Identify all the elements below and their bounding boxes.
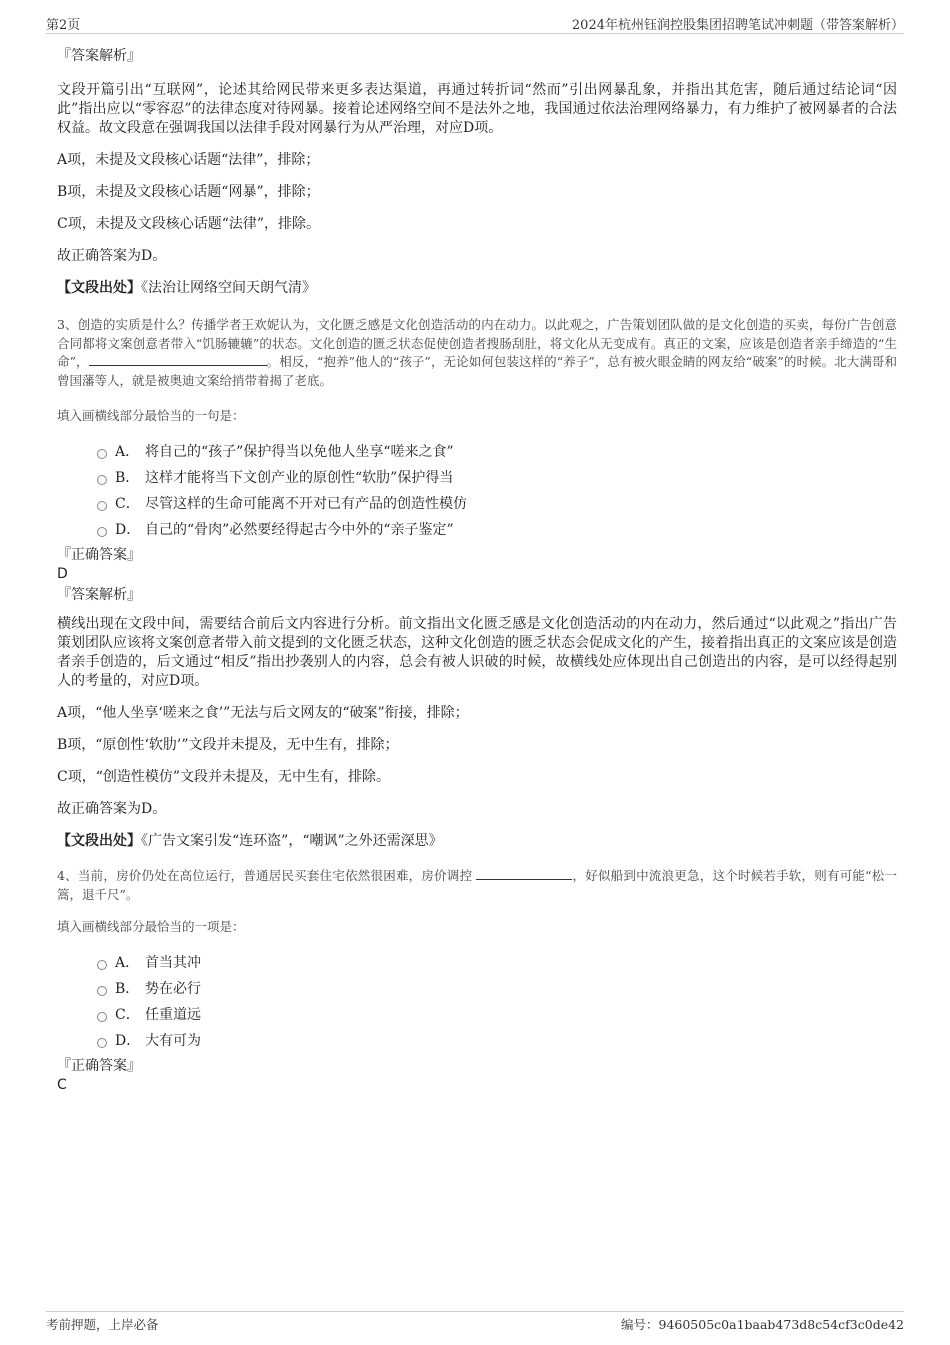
question-4-stem: 4、当前，房价仍处在高位运行，普通居民买套住宅依然很困难，房价调控 ，好似船到中流浪更急，这个时候若手软，则有可能“松一篙，退千尺”。	[57, 868, 897, 902]
option-b-explanation: B项，未提及文段核心话题“网暴”，排除；	[57, 184, 320, 200]
option-c-explanation: C项，“创造性模仿”文段并未提及，无中生有，排除。	[57, 769, 391, 785]
correct-answer-heading: 『正确答案』	[57, 1058, 141, 1074]
correct-answer-statement: 故正确答案为D。	[57, 248, 167, 264]
page-footer	[46, 1311, 904, 1333]
option-d[interactable]: D． 自己的“骨肉”必然要经得起古今中外的“亲子鉴定”	[97, 517, 897, 543]
correct-answer-statement: 故正确答案为D。	[57, 801, 167, 817]
radio-button-icon[interactable]	[97, 527, 107, 537]
option-b[interactable]: B． 这样才能将当下文创产业的原创性“软肋”保护得当	[97, 465, 897, 491]
document-title: 2024年杭州钰润控股集团招聘笔试冲刺题（带答案解析）	[571, 18, 904, 33]
source-label: 【文段出处】	[57, 833, 141, 849]
radio-button-icon[interactable]	[97, 501, 107, 511]
option-a-explanation: A项，未提及文段核心话题“法律”，排除；	[57, 152, 320, 168]
option-a[interactable]: A． 首当其冲	[97, 950, 897, 976]
page-header	[46, 14, 904, 34]
option-b-explanation: B项，“原创性‘软肋’”文段并未提及，无中生有，排除；	[57, 737, 399, 753]
source-label: 【文段出处】	[57, 280, 141, 296]
analysis-text: 文段开篇引出“互联网”，论述其给网民带来更多表达渠道，再通过转折词“然而”引出网暴乱象，并指出其危害，随后通过结论词“因此”指出应以“零容忍”的法律态度对待网暴。接着论述网络空间不是法外之地，我国通过依法治理网络暴力，有力维护了被网暴者的合法权益。故文段意在强调我国以法律手段对网暴行为从严治理，对应D项。	[57, 82, 897, 136]
document-id: 编号：9460505c0a1baab473d8c54cf3c0de42	[621, 1317, 904, 1332]
source-citation	[57, 831, 897, 851]
correct-answer-value: C	[57, 1077, 67, 1093]
question-3-prompt: 填入画横线部分最恰当的一句是：	[57, 408, 245, 423]
radio-button-icon[interactable]	[97, 1012, 107, 1022]
option-c[interactable]: C． 尽管这样的生命可能离不开对已有产品的创造性模仿	[97, 491, 897, 517]
fill-blank	[476, 868, 572, 880]
correct-answer-value: D	[57, 566, 68, 582]
source-title: 《法治让网络空间天朗气清》	[141, 280, 316, 296]
radio-button-icon[interactable]	[97, 1038, 107, 1048]
radio-button-icon[interactable]	[97, 449, 107, 459]
footer-slogan: 考前押题，上岸必备	[46, 1317, 159, 1332]
question-3-stem: 3、创造的实质是什么？传播学者王欢妮认为，文化匮乏感是文化创造活动的内在动力。以此观之，广告策划团队做的是文化创造的买卖，每份广告创意合同都将文案创意者带入“饥肠辘辘”的状态。文化创造的匮乏状态促使创造者搜肠刮肚，将文化从无变成有。真正的文案，应该是创造者亲手缔造的“生命”， 。相反，“抱养”他人的“孩子”，无论如何包装这样的“养子”，总有被火眼金睛的网友给“破案”的时候。北大满哥和曾国藩等人，就是被奥迪文案给捎带着揭了老底。	[57, 317, 897, 388]
option-a-explanation: A项，“他人坐享‘嗟来之食’”无法与后文网友的“破案”衔接，排除；	[57, 705, 469, 721]
analysis-text: 横线出现在文段中间，需要结合前后文内容进行分析。前文指出文化匮乏感是文化创造活动的内在动力，然后通过“以此观之”指出广告策划团队应该将文案创意者带入前文提到的文化匮乏状态，这种文化创造的匮乏状态会促成文化的产生，接着指出真正的文案应该是创造者亲手创造的，后文通过“相反”指出抄袭别人的内容，总会有被人识破的时候，故横线处应体现出自己创造出的内容，是可以经得起别人的考量的，对应D项。	[57, 616, 897, 689]
radio-button-icon[interactable]	[97, 986, 107, 996]
radio-button-icon[interactable]	[97, 960, 107, 970]
fill-blank	[89, 354, 267, 366]
radio-button-icon[interactable]	[97, 475, 107, 485]
question-4-options	[97, 950, 897, 1054]
analysis-heading: 『答案解析』	[57, 587, 141, 603]
option-c-explanation: C项，未提及文段核心话题“法律”，排除。	[57, 216, 321, 232]
source-citation	[57, 278, 897, 298]
page-content	[57, 46, 897, 1094]
question-3-options	[97, 439, 897, 543]
source-title: 《广告文案引发“连环盗”，“嘲讽”之外还需深思》	[141, 833, 443, 849]
question-4-prompt: 填入画横线部分最恰当的一项是：	[57, 919, 245, 934]
option-b[interactable]: B． 势在必行	[97, 976, 897, 1002]
option-c[interactable]: C． 任重道远	[97, 1002, 897, 1028]
page-number: 第2页	[46, 18, 81, 33]
option-a[interactable]: A． 将自己的“孩子”保护得当以免他人坐享“嗟来之食”	[97, 439, 897, 465]
correct-answer-heading: 『正确答案』	[57, 547, 141, 563]
analysis-heading: 『答案解析』	[57, 48, 141, 64]
option-d[interactable]: D． 大有可为	[97, 1028, 897, 1054]
